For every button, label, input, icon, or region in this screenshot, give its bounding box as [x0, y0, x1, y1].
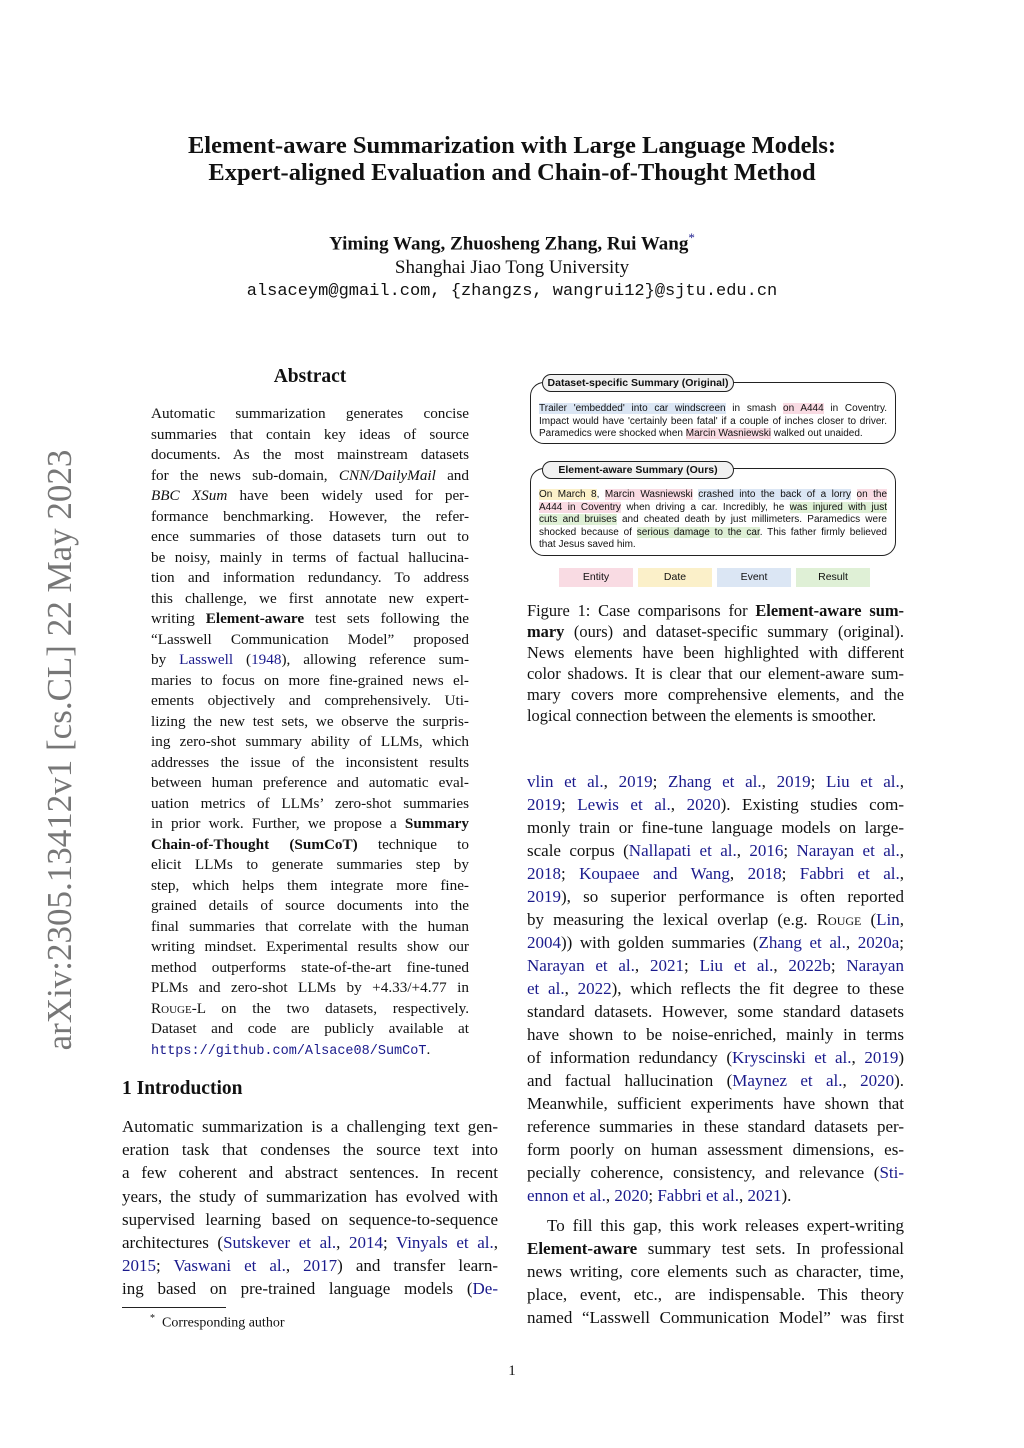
- date-highlight: On March 8: [539, 489, 597, 500]
- figure-text-line: Paramedics were shocked when Marcin Wasniewski walked out unaided.: [539, 428, 863, 439]
- abstract-line: PLMs and zero-shot LLMs by +4.33/+4.77 in: [151, 979, 469, 996]
- arxiv-identifier: arXiv:2305.13412v1 [cs.CL] 22 May 2023: [40, 449, 79, 1051]
- element-aware-summary-tag: Element-aware Summary (Ours): [542, 461, 734, 479]
- abstract-line: step, which helps them integrate more fine-: [151, 877, 469, 894]
- abstract-line: maries to focus on more fine-grained news el-: [151, 672, 469, 689]
- caption-line: logical connection between the elements is smoother.: [527, 706, 877, 725]
- event-highlight: crashed into the back of a lorry: [698, 489, 852, 500]
- citation-link[interactable]: 2018: [747, 864, 782, 883]
- entity-highlight: Marcin Wasniewski: [685, 428, 771, 439]
- citation-link[interactable]: Fabbri et al.: [799, 864, 900, 883]
- paper-title: [100, 132, 924, 186]
- intro-line: years, the study of summarization has evolved with: [122, 1187, 498, 1206]
- page-number: 1: [508, 1363, 516, 1379]
- figure-text-line: shocked because of serious damage to the car. This father firmly believed: [539, 526, 887, 538]
- section-heading-introduction: 1 Introduction: [122, 1078, 243, 1099]
- code-url-link[interactable]: https://github.com/Alsace08/SumCoT: [151, 1044, 427, 1059]
- intro-line: place, event, etc., are indispensable. This theory: [527, 1285, 904, 1304]
- intro-line: scale corpus (Nallapati et al., 2016; Narayan et al.,: [527, 841, 904, 860]
- footnote-rule: [122, 1307, 226, 1308]
- abstract-line: method outperforms state-of-the-art fine-tuned: [151, 959, 469, 976]
- citation-link[interactable]: 2019: [527, 887, 561, 906]
- citation-link[interactable]: 2019: [618, 772, 653, 791]
- corresponding-mark: *: [688, 230, 695, 245]
- citation-link[interactable]: Narayan et al.: [796, 841, 900, 860]
- citation-link[interactable]: 2019: [864, 1048, 899, 1067]
- citation-link[interactable]: Zhang et al.: [758, 933, 846, 952]
- abstract-line: BBC XSum have been widely used for per-: [151, 487, 469, 504]
- figure-text-line: Trailer 'embedded' into car windscreen in smash on A444 in Coventry.: [539, 403, 887, 414]
- caption-line: News elements have been highlighted with different: [527, 643, 904, 662]
- legend-event: Event: [717, 568, 791, 587]
- intro-line: 2004)) with golden summaries (Zhang et al., 2020a;: [527, 933, 905, 952]
- abstract-line: by Lasswell (1948), allowing reference sum-: [151, 651, 469, 668]
- citation-link[interactable]: 2021: [747, 1186, 782, 1205]
- citation-link[interactable]: Liu et al.: [699, 956, 774, 975]
- abstract-line: elicit LLMs to generate summaries step by: [151, 856, 469, 873]
- intro-line: ennon et al., 2020; Fabbri et al., 2021).: [527, 1186, 792, 1205]
- abstract-line: Dataset and code are publicly available at: [151, 1020, 469, 1037]
- citation-link[interactable]: Koupaee and Wang: [579, 864, 730, 883]
- intro-line: monly train or fine-tune language models on large-: [527, 818, 904, 837]
- legend-result: Result: [796, 568, 870, 587]
- author-names: Yiming Wang, Zhuosheng Zhang, Rui Wang: [329, 233, 689, 255]
- intro-line: by measuring the lexical overlap (e.g. Rouge (Lin,: [527, 910, 904, 929]
- citation-link[interactable]: 2018: [527, 864, 561, 883]
- intro-line: Automatic summarization is a challenging text gen-: [122, 1117, 498, 1136]
- abstract-line: ing zero-shot summary ability of LLMs, which: [151, 733, 469, 750]
- citation-link[interactable]: Narayan: [846, 956, 904, 975]
- citation-link[interactable]: 2019: [527, 795, 561, 814]
- intro-line: eration task that condenses the source text into: [122, 1140, 498, 1159]
- citation-link[interactable]: Sutskever et al.: [223, 1233, 337, 1252]
- abstract-line: https://github.com/Alsace08/SumCoT.: [151, 1041, 431, 1059]
- abstract-line: ence summaries of those datasets turn out to: [151, 528, 469, 545]
- citation-link[interactable]: 2020a: [857, 933, 900, 952]
- original-summary-tag: Dataset-specific Summary (Original): [542, 374, 734, 392]
- citation-link[interactable]: 2016: [749, 841, 784, 860]
- abstract-line: uation metrics of LLMs’ zero-shot summaries: [151, 795, 469, 812]
- legend-date: Date: [638, 568, 712, 587]
- result-highlight: cuts and bruises: [539, 514, 617, 525]
- abstract-line: writing Element-aware test sets following the: [151, 610, 469, 627]
- abstract-line: grained details of source documents into the: [151, 897, 469, 914]
- abstract-line: Automatic summarization generates concise: [151, 405, 469, 422]
- citation-link[interactable]: Lin: [876, 910, 900, 929]
- citation-link[interactable]: 2021: [649, 956, 684, 975]
- intro-line: named “Lasswell Communication Model” was first: [527, 1308, 904, 1327]
- affiliation: Shanghai Jiao Tong University: [394, 257, 630, 279]
- citation-link[interactable]: Kryscinski et al.: [732, 1048, 852, 1067]
- footnote: * Corresponding author: [150, 1313, 285, 1331]
- citation-link[interactable]: 2020: [686, 795, 721, 814]
- citation-link[interactable]: Vaswani et al.: [173, 1256, 286, 1275]
- abstract-line: for the news sub-domain, CNN/DailyMail and: [151, 467, 469, 484]
- abstract-line: this challenge, we first annotate new expert-: [151, 590, 469, 607]
- abstract-line: addresses the issue of the inconsistent results: [151, 754, 469, 771]
- abstract-line: be noisy, mainly in terms of factual hallucina-: [151, 549, 469, 566]
- citation-link[interactable]: Narayan et al.: [527, 956, 635, 975]
- author-emails: alsaceym@gmail.com, {zhangzs, wangrui12}@sjtu.edu.cn: [246, 282, 778, 302]
- figure-text-line: A444 in Coventry when driving a car. Incredibly, he was injured with just: [539, 501, 887, 513]
- abstract-line: summaries that contain key ideas of source: [151, 426, 469, 443]
- abstract-line: formance benchmarking. However, the refer-: [151, 508, 469, 525]
- result-highlight: was injured with just: [789, 501, 887, 513]
- citation-link[interactable]: ennon et al.: [527, 1186, 606, 1205]
- figure-text-line: that Jesus saved him.: [539, 539, 636, 550]
- abstract-line: ements objectively and comprehensively. Uti-: [151, 692, 469, 709]
- entity-highlight: on the: [856, 489, 887, 500]
- abstract-line: Rouge-L on the two datasets, respectively.: [151, 1000, 469, 1017]
- citation-link[interactable]: Fabbri et al.: [657, 1186, 739, 1205]
- intro-line: architectures (Sutskever et al., 2014; Vinyals et al.,: [122, 1233, 499, 1252]
- figure-1: [528, 370, 904, 592]
- figure-text-line: cuts and bruises and cheated death by just millimeters. Paramedics were: [539, 514, 887, 525]
- intro-line: et al., 2022), which reflects the fit degree to these: [527, 979, 904, 998]
- intro-line: 2019), so superior performance is often reported: [527, 887, 904, 906]
- citation-link[interactable]: 2015: [122, 1256, 156, 1275]
- event-highlight: Trailer 'embedded' into car windscreen: [539, 403, 726, 414]
- citation-link[interactable]: 2004: [527, 933, 561, 952]
- citation-link[interactable]: vlin et al.: [527, 772, 604, 791]
- legend-entity: Entity: [559, 568, 633, 587]
- title-line-2: Expert-aligned Evaluation and Chain-of-Thought Method: [208, 159, 816, 186]
- intro-line: and factual hallucination (Maynez et al., 2020).: [527, 1071, 905, 1090]
- citation-link[interactable]: Nallapati et al.: [628, 841, 737, 860]
- abstract-line: between human preference and automatic eval-: [151, 774, 469, 791]
- entity-highlight: A444 in Coventry: [539, 501, 621, 513]
- intro-line: of information redundancy (Kryscinski et al., 2019): [527, 1048, 904, 1067]
- intro-line: standard datasets. However, some standard datasets: [527, 1002, 904, 1021]
- citation-link[interactable]: et al.: [527, 979, 565, 998]
- citation-link[interactable]: Lasswell: [179, 651, 234, 668]
- abstract-line: final summaries that correlate with the human: [151, 918, 469, 935]
- caption-line: Figure 1: Case comparisons for Element-aware sum-: [527, 601, 904, 620]
- entity-highlight: on A444: [783, 403, 824, 414]
- intro-line: 2015; Vaswani et al., 2017) and transfer learn-: [122, 1256, 499, 1275]
- abstract-line: “Lasswell Communication Model” proposed: [151, 631, 469, 648]
- abstract-line: in prior work. Further, we propose a Summary: [151, 815, 469, 832]
- citation-link[interactable]: De-: [472, 1279, 498, 1298]
- intro-line: news writing, core elements such as character, time,: [527, 1262, 904, 1281]
- title-line-1: Element-aware Summarization with Large Language Models:: [187, 132, 837, 159]
- abstract-line: writing mindset. Experimental results show our: [151, 938, 469, 955]
- intro-line: Narayan et al., 2021; Liu et al., 2022b; Narayan: [527, 956, 904, 975]
- intro-line: ing based on pre-trained language models (De-: [122, 1279, 498, 1298]
- intro-line: pecially coherence, consistency, and relevance (Sti-: [527, 1163, 904, 1182]
- abstract-heading: Abstract: [273, 366, 347, 387]
- citation-link[interactable]: 2020: [614, 1186, 649, 1205]
- element-aware-summary-box: [530, 468, 896, 556]
- citation-link[interactable]: 2017: [303, 1256, 338, 1275]
- figure-text-line: Impact would have 'certainly been fatal' if a couple of inches closer to driver.: [539, 415, 887, 427]
- intro-line: a few coherent and abstract sentences. In recent: [122, 1163, 498, 1182]
- caption-line: mary covers more comprehensive elements, and the: [527, 685, 904, 704]
- citation-link[interactable]: Liu et al.: [825, 772, 900, 791]
- entity-highlight: Marcin Wasniewski: [604, 489, 693, 500]
- intro-line: 2019; Lewis et al., 2020). Existing studies com-: [527, 795, 904, 814]
- citation-link[interactable]: Zhang et al.: [668, 772, 762, 791]
- dataset-name: CNN/DailyMail: [338, 467, 436, 484]
- citation-link[interactable]: 2019: [776, 772, 811, 791]
- intro-line: Meanwhile, sufficient experiments have shown that: [527, 1094, 904, 1113]
- abstract-line: Chain-of-Thought (SumCoT) technique to: [151, 836, 469, 853]
- citation-link[interactable]: 2022: [577, 979, 612, 998]
- citation-link[interactable]: Maynez et al.: [732, 1071, 843, 1090]
- abstract-line: tion and information redundancy. To address: [151, 569, 469, 586]
- caption-line: mary (ours) and dataset-specific summary (original).: [527, 622, 904, 641]
- intro-line: vlin et al., 2019; Zhang et al., 2019; Liu et al.,: [527, 772, 905, 791]
- author-block: [100, 226, 924, 304]
- dataset-name: BBC XSum: [151, 487, 228, 504]
- abstract-line: documents. As the most mainstream datasets: [151, 446, 469, 463]
- citation-link[interactable]: 2022b: [788, 956, 831, 975]
- intro-line: To fill this gap, this work releases expert-writing: [547, 1216, 904, 1235]
- abstract-line: lizing the new test sets, we observe the surpris-: [151, 713, 469, 730]
- intro-line: supervised learning based on sequence-to-sequence: [122, 1210, 498, 1229]
- figure-text-line: On March 8, Marcin Wasniewski crashed into the back of a lorry on the: [539, 489, 887, 500]
- intro-line: reference summaries in these standard datasets per-: [527, 1117, 904, 1136]
- intro-line: 2018; Koupaee and Wang, 2018; Fabbri et al.,: [527, 864, 905, 883]
- intro-line: have shown to be noise-enriched, mainly in terms: [527, 1025, 904, 1044]
- citation-link[interactable]: 2014: [348, 1233, 383, 1252]
- citation-link[interactable]: Vinyals et al.: [395, 1233, 494, 1252]
- citation-link[interactable]: Lewis et al.: [577, 795, 671, 814]
- caption-line: color shadows. It is clear that our element-aware sum-: [527, 664, 904, 683]
- citation-link[interactable]: 1948: [251, 651, 282, 668]
- citation-link[interactable]: Sti-: [879, 1163, 904, 1182]
- result-highlight: serious damage to the car: [636, 526, 760, 538]
- intro-line: Element-aware summary test sets. In professional: [527, 1239, 904, 1258]
- intro-line: form poorly on human assessment dimensions, es-: [527, 1140, 904, 1159]
- citation-link[interactable]: 2020: [860, 1071, 895, 1090]
